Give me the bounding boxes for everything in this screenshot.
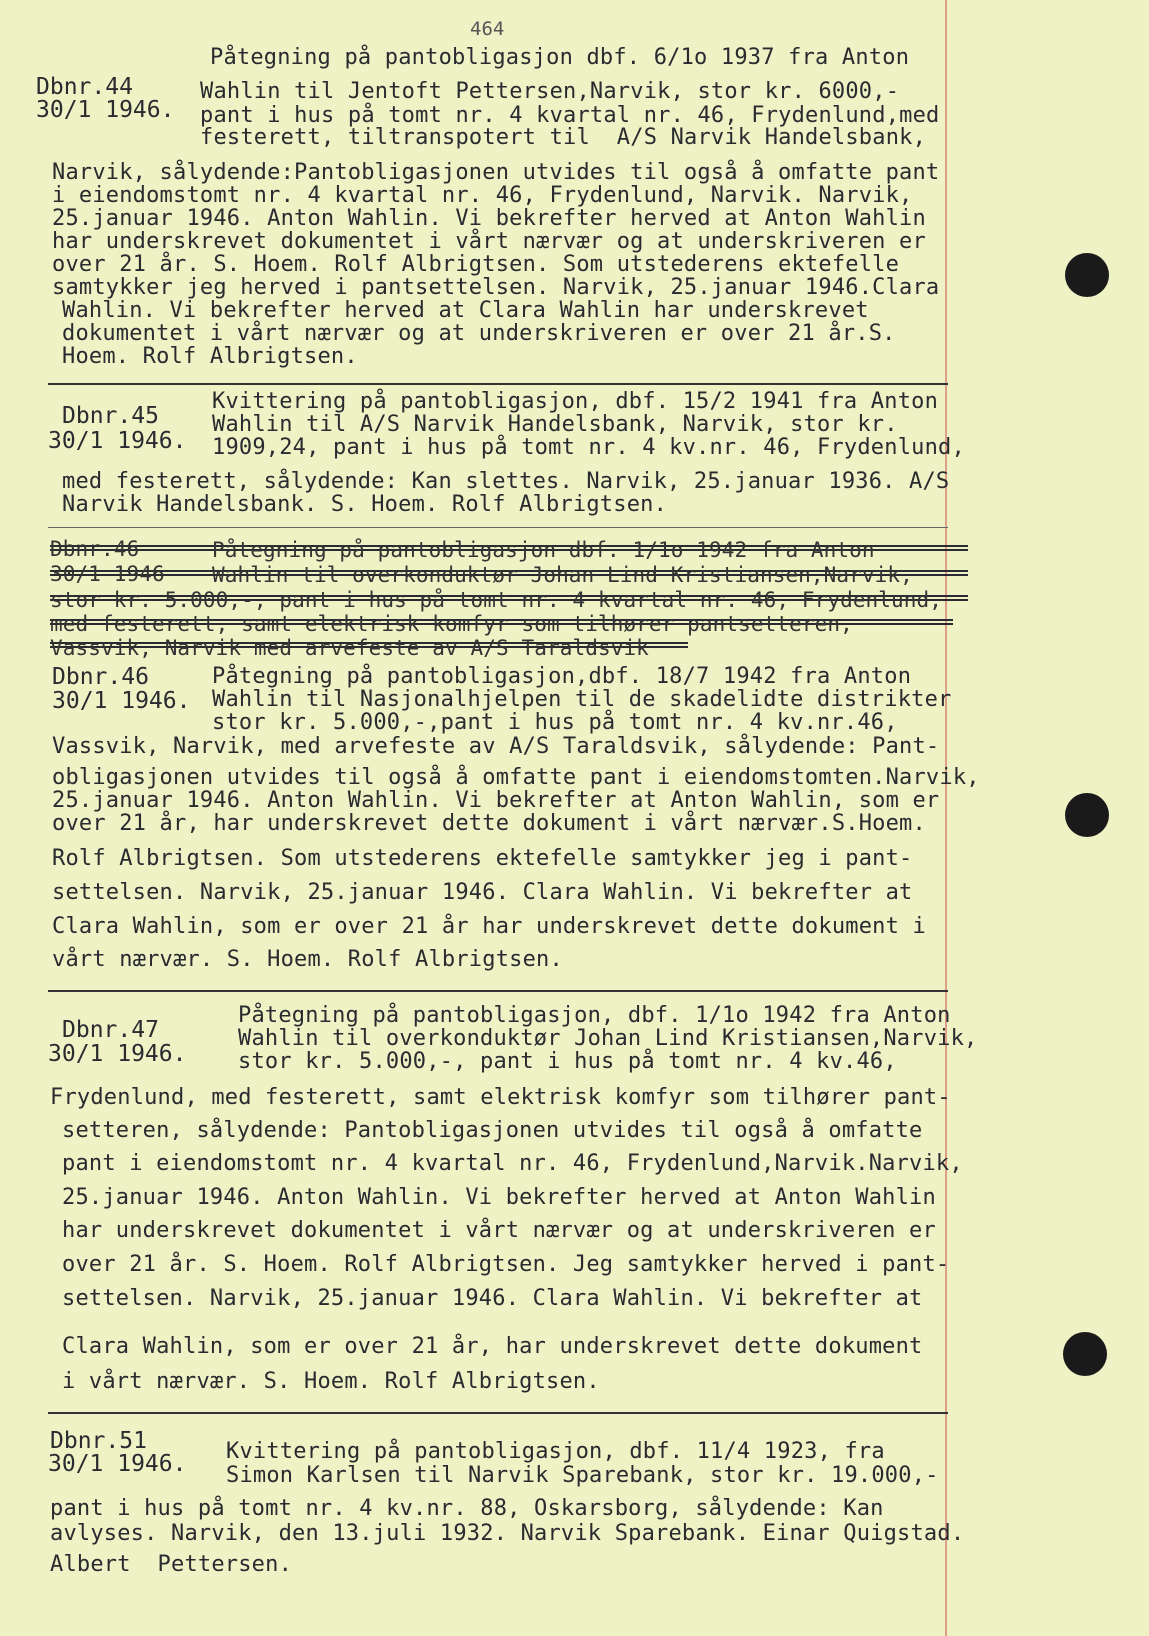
entry-ref: Dbnr.46 [52,664,149,690]
entry-line: har underskrevet dokumentet i vårt nærvær og at underskriveren er [52,229,926,254]
divider [48,527,948,528]
entry-line: dokumentet i vårt nærvær og at underskriveren er over 21 år.S. [62,321,896,346]
entry-line: Narvik, sålydende:Pantobligasjonen utvides til også å omfatte pant [52,160,940,185]
margin-line [945,0,947,1636]
entry-line: stor kr. 5.000,-,pant i hus på tomt nr. 4 kv.nr.46, [212,710,898,735]
entry-line: med festerett, samt elektrisk komfyr som tilhører pantsetteren, [50,612,853,636]
entry-line: stor kr. 5.000,-, pant i hus på tomt nr. 4 kv.46, [238,1049,897,1074]
entry-line: Kvittering på pantobligasjon, dbf. 15/2 1941 fra Anton [212,389,939,414]
entry-line: Påtegning på pantobligasjon dbf. 1/1o 1942 fra Anton [212,538,875,562]
entry-line: festerett, tiltranspotert til A/S Narvik Handelsbank, [200,125,927,150]
entry-line: Simon Karlsen til Narvik Sparebank, stor kr. 19.000,- [226,1463,939,1488]
entry-line: 25.januar 1946. Anton Wahlin. Vi bekrefter herved at Anton Wahlin [62,1185,936,1210]
entry-line: Albert Pettersen. [50,1552,293,1577]
entry-line: Wahlin til overkonduktør Johan Lind Kristiansen,Narvik, [238,1026,978,1051]
entry-ref: Dbnr.51 [50,1428,147,1454]
entry-ref: Dbnr.47 [62,1017,159,1043]
divider [48,990,948,992]
entry-line: Påtegning på pantobligasjon, dbf. 1/1o 1942 fra Anton [238,1003,951,1028]
entry-line: Wahlin til overkonduktør Johan Lind Kristiansen,Narvik, [212,563,913,587]
entry-line: settelsen. Narvik, 25.januar 1946. Clara Wahlin. Vi bekrefter at [62,1286,923,1311]
entry-line: Clara Wahlin, som er over 21 år, har underskrevet dette dokument [62,1334,923,1359]
entry-line: settelsen. Narvik, 25.januar 1946. Clara Wahlin. Vi bekrefter at [52,880,913,905]
entry-line: Wahlin til A/S Narvik Handelsbank, Narvik, stor kr. [212,412,898,437]
divider [48,383,948,385]
entry-line: Clara Wahlin, som er over 21 år har underskrevet dette dokument i [52,914,926,939]
entry-line: med festerett, sålydende: Kan slettes. Narvik, 25.januar 1936. A/S [62,469,950,494]
entry-line: samtykker jeg herved i pantsettelsen. Narvik, 25.januar 1946.Clara [52,275,940,300]
entry-line: pant i hus på tomt nr. 4 kv.nr. 88, Oskarsborg, sålydende: Kan [50,1496,884,1521]
page-number: 464 [470,18,505,40]
divider [48,1412,948,1414]
entry-line: over 21 år. S. Hoem. Rolf Albrigtsen. Som utstederens ektefelle [52,252,900,277]
punch-hole [1065,253,1109,297]
entry-line: Narvik Handelsbank. S. Hoem. Rolf Albrigtsen. [62,492,668,517]
entry-date: 30/1 1946 [50,562,165,586]
entry-date: 30/1 1946. [52,688,191,714]
entry-line: pant i hus på tomt nr. 4 kvartal nr. 46, Frydenlund,med [200,103,940,128]
entry-line: Wahlin til Nasjonalhjelpen til de skadelidte distrikter [212,687,952,712]
entry-line: 25.januar 1946. Anton Wahlin. Vi bekrefter herved at Anton Wahlin [52,206,926,231]
entry-line: Wahlin til Jentoft Pettersen,Narvik, stor kr. 6000,- [200,79,900,104]
entry-line: Påtegning på pantobligasjon dbf. 6/1o 1937 fra Anton [210,45,910,70]
entry-line: over 21 år, har underskrevet dette dokument i vårt nærvær.S.Hoem. [52,811,926,836]
entry-line: i eiendomstomt nr. 4 kvartal nr. 46, Frydenlund, Narvik. Narvik, [52,183,913,208]
entry-line: Påtegning på pantobligasjon,dbf. 18/7 1942 fra Anton [212,664,912,689]
entry-ref: Dbnr.45 [62,403,159,429]
entry-line: Frydenlund, med festerett, samt elektrisk komfyr som tilhører pant- [50,1085,951,1110]
entry-line: Vassvik, Narvik, med arvefeste av A/S Taraldsvik, sålydende: Pant- [52,734,940,759]
entry-date: 30/1 1946. [36,97,175,123]
entry-line: 25.januar 1946. Anton Wahlin. Vi bekrefter at Anton Wahlin, som er [52,788,940,813]
entry-line: stor kr. 5.000,-, pant i hus på tomt nr. 4 kvartal nr. 46, Frydenlund, [50,588,943,612]
entry-line: avlyses. Narvik, den 13.juli 1932. Narvik Sparebank. Einar Quigstad. [50,1521,965,1546]
entry-date: 30/1 1946. [48,1451,187,1477]
entry-line: Vassvik, Narvik med arvefeste av A/S Taraldsvik [50,636,649,660]
entry-date: 30/1 1946. [48,1041,187,1067]
entry-line: pant i eiendomstomt nr. 4 kvartal nr. 46, Frydenlund,Narvik.Narvik, [62,1151,963,1176]
entry-line: Kvittering på pantobligasjon, dbf. 11/4 1923, fra [226,1439,885,1464]
punch-hole [1065,793,1109,837]
entry-line: i vårt nærvær. S. Hoem. Rolf Albrigtsen. [62,1369,600,1394]
entry-ref: Dbnr.46 [50,537,140,561]
entry-line: har underskrevet dokumentet i vårt nærvær og at underskriveren er [62,1218,936,1243]
entry-line: Hoem. Rolf Albrigtsen. [62,344,358,369]
entry-ref: Dbnr.44 [36,74,133,100]
entry-line: 1909,24, pant i hus på tomt nr. 4 kv.nr. 46, Frydenlund, [212,435,965,460]
entry-date: 30/1 1946. [48,428,187,454]
entry-line: vårt nærvær. S. Hoem. Rolf Albrigtsen. [52,947,563,972]
entry-line: obligasjonen utvides til også å omfatte pant i eiendomstomten.Narvik, [52,765,980,790]
entry-line: setteren, sålydende: Pantobligasjonen utvides til også å omfatte [62,1118,923,1143]
punch-hole [1063,1332,1107,1376]
entry-line: over 21 år. S. Hoem. Rolf Albrigtsen. Jeg samtykker herved i pant- [62,1252,950,1277]
entry-line: Rolf Albrigtsen. Som utstederens ektefelle samtykker jeg i pant- [52,846,913,871]
entry-line: Wahlin. Vi bekrefter herved at Clara Wahlin har underskrevet [62,298,869,323]
